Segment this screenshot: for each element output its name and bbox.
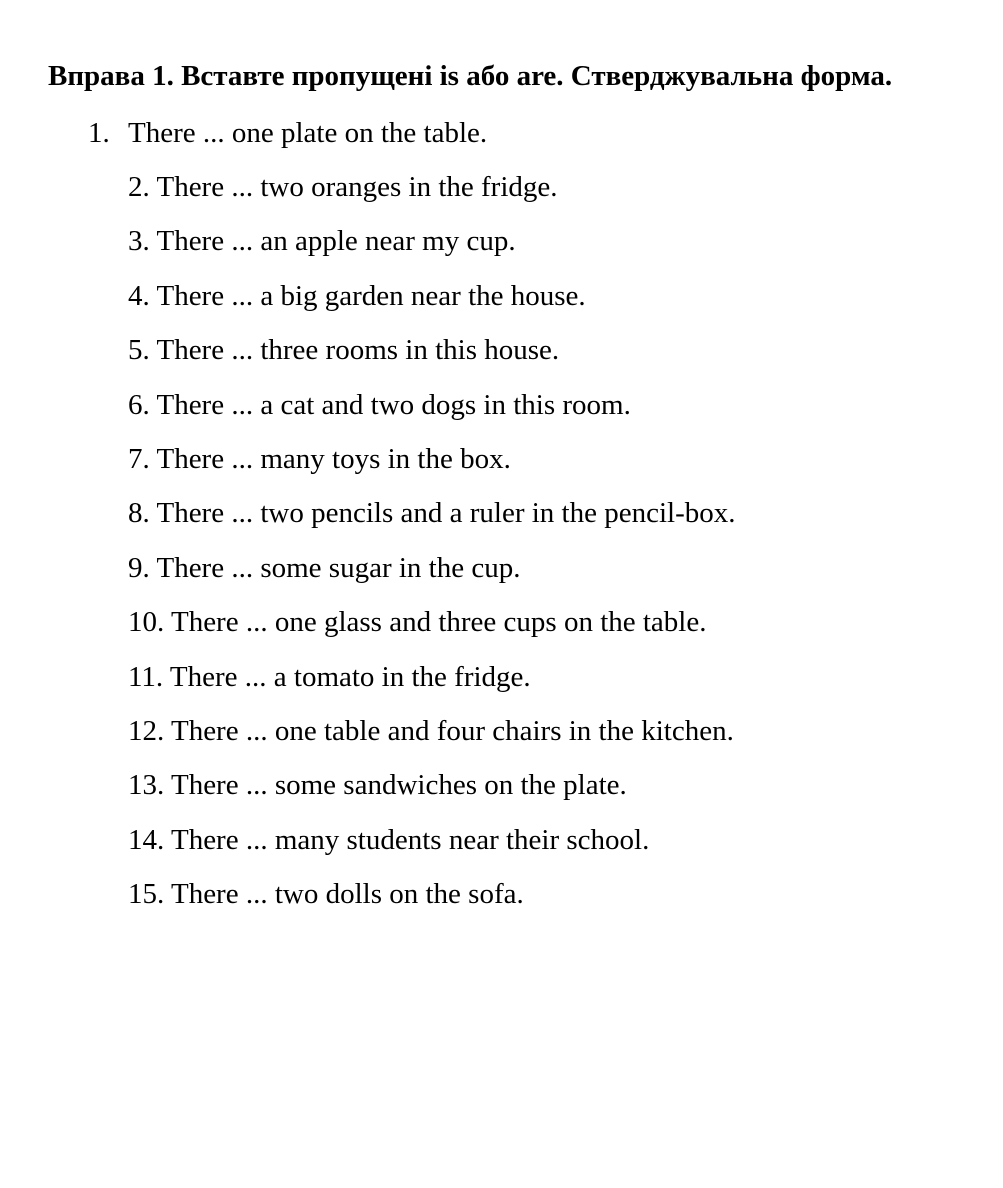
- list-item: 7. There ... many toys in the box.: [128, 442, 511, 475]
- list-item: 10. There ... one glass and three cups on the table.: [128, 606, 707, 639]
- list-item: 15. There ... two dolls on the sofa.: [128, 878, 524, 911]
- exercise-list: [128, 168, 735, 929]
- list-item: 13. There ... some sandwiches on the plate.: [128, 769, 627, 802]
- list-item-text: There ... one plate on the table.: [128, 117, 488, 149]
- list-item: 2. There ... two oranges in the fridge.: [128, 171, 558, 203]
- list-item: 12. There ... one table and four chairs in the kitchen.: [128, 714, 734, 747]
- list-item: 5. There ... three rooms in this house.: [128, 334, 560, 367]
- list-item: 9. There ... some sugar in the cup.: [128, 551, 521, 584]
- list-item: 14. There ... many students near their school.: [128, 823, 650, 856]
- list-item-1: [88, 114, 487, 152]
- exercise-title: Вправа 1. Вставте пропущені is або are. Стверджувальна форма.: [48, 60, 893, 92]
- list-item: 8. There ... two pencils and a ruler in the pencil-box.: [128, 497, 736, 530]
- list-item: 11. There ... a tomato in the fridge.: [128, 660, 531, 693]
- list-item: 6. There ... a cat and two dogs in this room.: [128, 388, 631, 421]
- list-item: 4. There ... a big garden near the house.: [128, 279, 586, 312]
- list-item-number: 1.: [88, 117, 110, 149]
- list-item: 3. There ... an apple near my cup.: [128, 225, 516, 258]
